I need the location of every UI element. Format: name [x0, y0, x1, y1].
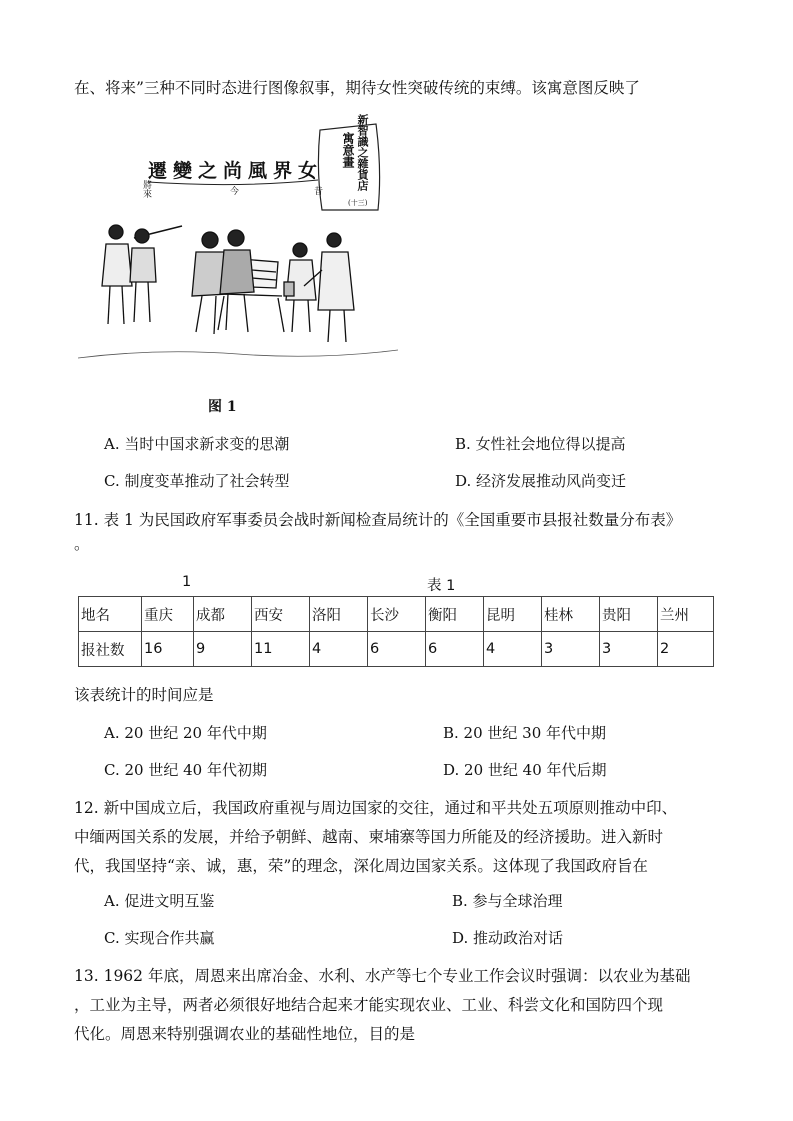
q12-option-d[interactable]: D. 推动政治对话	[452, 929, 564, 947]
q10-stem-tail: 在、将来”三种不同时态进行图像叙事，期待女性突破传统的束缚。该寓意图反映了	[74, 79, 640, 97]
q10-option-a[interactable]: A. 当时中国求新求变的思潮	[104, 435, 290, 453]
q13-stem-line3: 代化。周恩来特别强调农业的基础性地位，目的是	[74, 1025, 416, 1043]
cartoon-label-present: 今	[230, 187, 240, 197]
q11-stem-line1: 11. 表 1 为民国政府军事委员会战时新闻检查局统计的《全国重要市县报社数量分布表》	[74, 511, 682, 529]
cartoon-side-subtitle: 寓意畫	[341, 132, 355, 168]
table-cell: 地名	[79, 597, 142, 632]
q11-option-d[interactable]: D. 20 世纪 40 年代后期	[443, 761, 607, 779]
q10-option-c[interactable]: C. 制度变革推动了社会转型	[104, 472, 290, 490]
table-cell: 洛阳	[310, 597, 368, 632]
q11-option-a[interactable]: A. 20 世纪 20 年代中期	[104, 724, 267, 742]
table-header-row	[79, 597, 714, 632]
cartoon-label-past: 昔	[314, 187, 324, 197]
q12-option-b[interactable]: B. 参与全球治理	[452, 892, 563, 910]
table-cell: 9	[194, 632, 252, 667]
table-cell: 重庆	[142, 597, 194, 632]
newspaper-count-table	[78, 596, 714, 667]
q12-stem-line2: 中缅两国关系的发展，并给予朝鲜、越南、柬埔寨等国力所能及的经济援助。进入新时	[74, 828, 664, 846]
q13-stem-line2: ，工业为主导，两者必须很好地结合起来才能实现农业、工业、科尝文化和国防四个现	[74, 996, 664, 1014]
cartoon-side-number: (十三)	[348, 199, 368, 207]
q12-option-c[interactable]: C. 实现合作共赢	[104, 929, 215, 947]
table-cell: 桂林	[542, 597, 600, 632]
q11-option-c[interactable]: C. 20 世纪 40 年代初期	[104, 761, 267, 779]
table-cell: 贵阳	[600, 597, 658, 632]
q11-followup: 该表统计的时间应是	[74, 686, 214, 704]
table-cell: 11	[252, 632, 310, 667]
table-cell: 兰州	[658, 597, 714, 632]
table-number-right: 表 1	[427, 578, 456, 594]
table-cell: 西安	[252, 597, 310, 632]
q11-option-b[interactable]: B. 20 世纪 30 年代中期	[443, 724, 607, 742]
table-number-left: 1	[182, 574, 192, 590]
q10-option-b[interactable]: B. 女性社会地位得以提高	[455, 435, 626, 453]
table-cell: 3	[600, 632, 658, 667]
q13-stem-line1: 13. 1962 年底，周恩来出席冶金、水利、水产等七个专业工作会议时强调：以农业为基础	[74, 967, 691, 985]
table-cell: 16	[142, 632, 194, 667]
table-data-row	[79, 632, 714, 667]
q12-stem-line1: 12. 新中国成立后，我国政府重视与周边国家的交往，通过和平共处五项原则推动中印、	[74, 799, 678, 817]
q12-stem-line3: 代，我国坚持“亲、诚，惠，荣”的理念，深化周边国家关系。这体现了我国政府旨在	[74, 857, 648, 875]
q11-stem-line2: 。	[74, 535, 90, 553]
table-cell: 长沙	[368, 597, 426, 632]
table-cell: 成都	[194, 597, 252, 632]
q12-option-a[interactable]: A. 促进文明互鉴	[104, 892, 215, 910]
table-cell: 6	[368, 632, 426, 667]
table-cell: 6	[426, 632, 484, 667]
table-cell: 衡阳	[426, 597, 484, 632]
cartoon-label-future: 將來	[141, 180, 151, 198]
table-cell: 4	[310, 632, 368, 667]
table-cell: 昆明	[484, 597, 542, 632]
table-cell: 3	[542, 632, 600, 667]
figure-1-cartoon	[78, 110, 398, 372]
table-cell: 2	[658, 632, 714, 667]
cartoon-side-title: 新智識之雜貨店	[356, 114, 369, 191]
table-cell: 报社数	[79, 632, 142, 667]
figure-1-caption: 图 1	[208, 399, 237, 415]
q10-option-d[interactable]: D. 经济发展推动风尚变迁	[455, 472, 627, 490]
cartoon-title: 遷變之尚風界女	[148, 160, 324, 182]
table-cell: 4	[484, 632, 542, 667]
